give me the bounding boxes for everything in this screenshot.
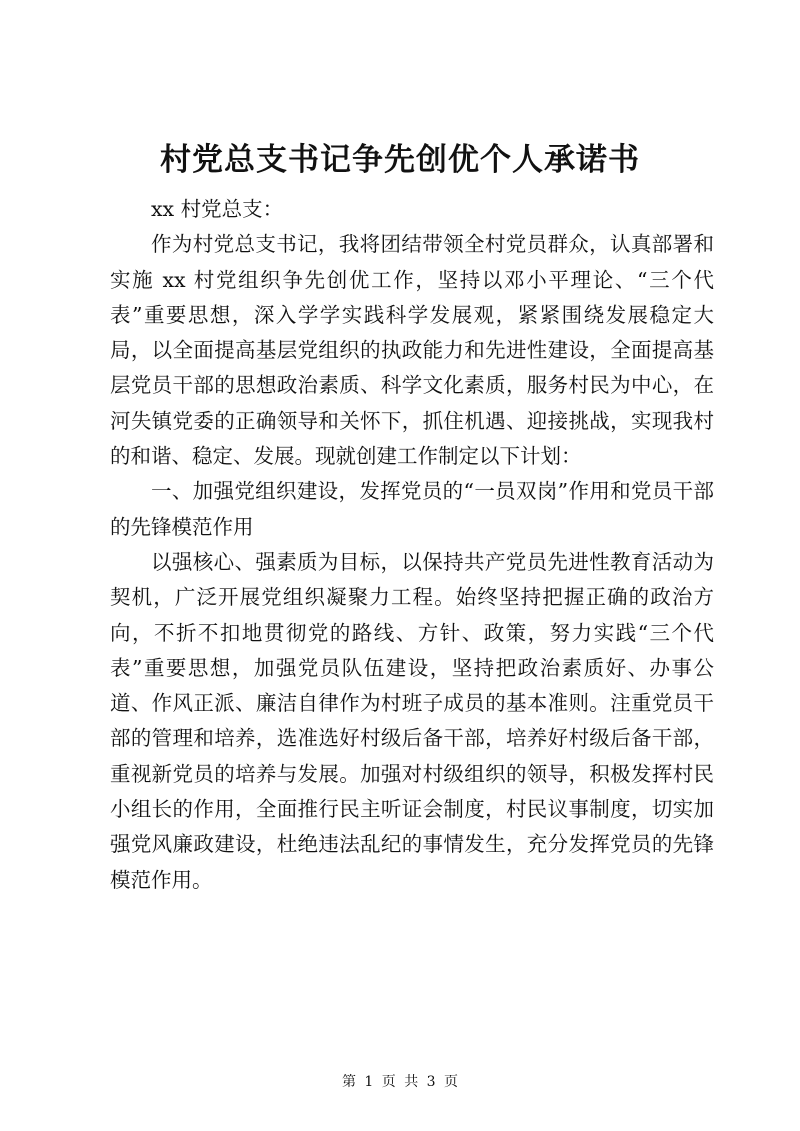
section-heading-1: 一、加强党组织建设，发挥党员的“一员双岗”作用和党员干部的先锋模范作用 — [110, 479, 714, 539]
paragraph-section-1: 以强核心、强素质为目标，以保持共产党员先进性教育活动为契机，广泛开展党组织凝聚力工程。始终坚持把握正确的政治方向，不折不扣地贯彻党的路线、方针、政策，努力实践“三个代表”重要思想，加强党员队伍建设，坚持把政治素质好、办事公道、作风正派、廉洁自律作为村班子成员的基本准则。注重党员干部的管理和培养，选准选好村级后备干部，培养好村级后备干部，重视新党员的培养与发展。加强对村级组织的领导，积极发挥村民小组长的作用，全面推行民主听证会制度，村民议事制度，切实加强党风廉政建设，杜绝违法乱纪的事情发生，充分发挥党员的先锋模范作用。 — [110, 549, 714, 892]
salutation: xx 村党总支： — [151, 197, 284, 221]
document-title: 村党总支书记争先创优个人承诺书 — [160, 142, 640, 178]
document-body — [110, 192, 714, 898]
page-footer: 第 1 页 共 3 页 — [341, 1074, 459, 1090]
paragraph-intro: 作为村党总支书记，我将团结带领全村党员群众，认真部署和实施 xx 村党组织争先创优工作，坚持以邓小平理论、“三个代表”重要思想，深入学学实践科学发展观，紧紧围绕发展稳定大局，以全面提高基层党组织的执政能力和先进性建设，全面提高基层党员干部的思想政治素质、科学文化素质，服务村民为中心，在河失镇党委的正确领导和关怀下，抓住机遇、迎接挑战，实现我村的和谐、稳定、发展。现就创建工作制定以下计划： — [110, 232, 714, 469]
